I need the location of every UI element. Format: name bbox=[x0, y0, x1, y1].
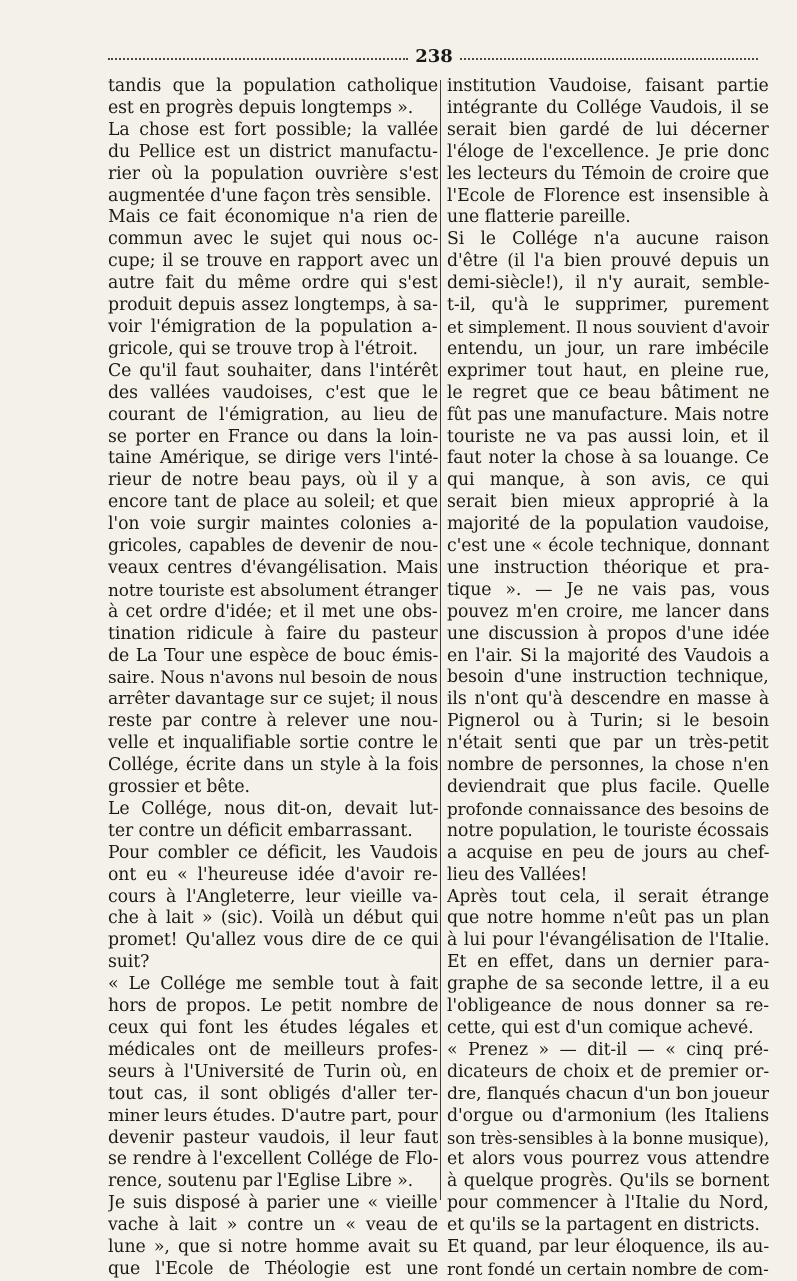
left-column-line: reste par contre à relever une nou- bbox=[108, 711, 438, 732]
header-rule-left bbox=[108, 58, 408, 60]
left-column-line: commun avec le sujet qui nous oc- bbox=[108, 229, 438, 250]
left-column-line: ter contre un déficit embarrassant. bbox=[108, 820, 413, 841]
right-column-line: en l'air. Si la majorité des Vaudois a bbox=[447, 645, 769, 666]
right-column-line: ront fondé un certain nombre de com- bbox=[447, 1258, 769, 1279]
left-column-line: promet! Qu'allez vous dire de ce qui bbox=[108, 930, 438, 951]
right-column-line: à lui pour l'évangélisation de l'Italie. bbox=[447, 930, 769, 951]
right-column-line: Et en effet, dans un dernier para- bbox=[447, 952, 769, 973]
right-column-line: le regret que ce beau bâtiment ne bbox=[447, 382, 769, 403]
left-column-line: arrêter davantage sur ce sujet; il nous bbox=[108, 689, 438, 710]
right-column-line: exprimer tout haut, en pleine rue, bbox=[447, 360, 769, 381]
left-column-line: Collége, écrite dans un style à la fois bbox=[108, 755, 438, 776]
right-column-line: dicateurs de choix et de premier or- bbox=[447, 1061, 769, 1082]
left-column-line: gricole, qui se trouve trop à l'étroit. bbox=[108, 338, 418, 359]
right-column-line: pouvez m'en croire, me lancer dans bbox=[447, 601, 769, 622]
right-column-line: Pignerol ou à Turin; si le besoin bbox=[447, 711, 769, 732]
left-column-line: notre touriste est absolument étranger bbox=[108, 579, 438, 600]
left-column-line: taine Amérique, se dirige vers l'inté- bbox=[108, 448, 438, 469]
right-column-line: c'est une « école technique, donnant bbox=[447, 536, 769, 557]
left-column-line: l'on voie surgir maintes colonies a- bbox=[108, 514, 438, 535]
left-column-line: seurs à l'Université de Turin où, en bbox=[108, 1061, 438, 1082]
right-column-line: n'était senti que par un très-petit bbox=[447, 733, 769, 754]
left-column-line: produit depuis assez longtemps, à sa- bbox=[108, 295, 438, 316]
left-column-line: tout cas, il sont obligés d'aller ter- bbox=[108, 1083, 438, 1104]
right-column-line: l'obligeance de nous donner sa re- bbox=[447, 996, 769, 1017]
left-column-line: miner leurs études. D'autre part, pour bbox=[108, 1105, 438, 1126]
right-column-line: demi-siècle!), il n'y aurait, semble- bbox=[447, 273, 769, 294]
right-column-line: fût pas une manufacture. Mais notre bbox=[447, 404, 769, 425]
left-column-line: médicales ont de meilleurs profes- bbox=[108, 1039, 438, 1060]
right-column-line: a acquise en peu de jours au chef- bbox=[447, 842, 769, 863]
left-column-line: Je suis disposé à parier une « vieille bbox=[108, 1193, 438, 1214]
right-column-line: faut noter la chose à sa louange. Ce bbox=[447, 448, 769, 469]
right-column-line: lieu des Vallées! bbox=[447, 864, 588, 885]
left-column-line: che à lait » (sic). Voilà un début qui bbox=[108, 908, 438, 929]
left-column-line: est en progrès depuis longtemps ». bbox=[108, 97, 414, 118]
left-column-line: gricoles, capables de devenir de nou- bbox=[108, 536, 438, 557]
left-column-line: encore tant de place au soleil; et que bbox=[108, 492, 438, 513]
left-column-line: se rendre à l'excellent Collége de Flo- bbox=[108, 1149, 438, 1170]
left-column-line: autre fait du même ordre qui s'est bbox=[108, 273, 438, 294]
right-column-line: ils n'ont qu'à descendre en masse à bbox=[447, 689, 769, 710]
left-column-line: de La Tour une espèce de bouc émis- bbox=[108, 645, 438, 666]
left-column-line: vache à lait » contre un « veau de bbox=[108, 1215, 438, 1236]
right-column-line: Si le Collége n'a aucune raison bbox=[447, 229, 769, 250]
right-column-line: besoin d'une instruction technique, bbox=[447, 667, 769, 688]
right-column-line: l'éloge de l'excellence. Je prie donc bbox=[447, 141, 769, 162]
left-column-line: veaux centres d'évangélisation. Mais bbox=[108, 557, 438, 578]
right-column-line: « Prenez » — dit-il — « cinq pré- bbox=[447, 1039, 769, 1060]
right-column-line: et simplement. Il nous souvient d'avoir bbox=[447, 317, 769, 337]
right-column-line: serait bien gardé de lui décerner bbox=[447, 119, 769, 140]
right-column-line: nombre de personnes, la chose n'en bbox=[447, 755, 769, 776]
left-column-line: velle et inqualifiable sortie contre le bbox=[108, 733, 438, 754]
left-text-column bbox=[108, 76, 438, 1281]
right-column-line: que notre homme n'eût pas un plan bbox=[447, 908, 769, 929]
right-column-line: cette, qui est d'un comique achevé. bbox=[447, 1017, 754, 1038]
right-column-line: et qu'ils se la partagent en districts. bbox=[447, 1215, 760, 1236]
left-column-line: Pour combler ce déficit, les Vaudois bbox=[108, 842, 438, 863]
left-column-line: saire. Nous n'avons nul besoin de nous bbox=[108, 667, 438, 688]
left-column-line: lune », que si notre homme avait su bbox=[108, 1237, 438, 1258]
left-column-line: ceux qui font les études légales et bbox=[108, 1017, 438, 1038]
right-column-line: notre population, le touriste écossais bbox=[447, 820, 769, 841]
left-column-line: tandis que la population catholique bbox=[108, 76, 438, 96]
page-number: 238 bbox=[415, 46, 453, 67]
left-column-line: augmentée d'une façon très sensible. bbox=[108, 185, 432, 206]
right-column-line: son très-sensibles à la bonne musique), bbox=[447, 1128, 769, 1148]
right-column-line: l'Ecole de Florence est insensible à bbox=[447, 185, 769, 206]
right-column-line: Et quand, par leur éloquence, ils au- bbox=[447, 1237, 769, 1258]
left-column-line: hors de propos. Le petit nombre de bbox=[108, 996, 438, 1017]
right-column-line: et alors vous pourrez vous attendre bbox=[447, 1149, 769, 1170]
left-column-line: Mais ce fait économique n'a rien de bbox=[108, 207, 438, 228]
right-column-line: majorité de la population vaudoise, bbox=[447, 514, 769, 535]
left-column-line: cours à l'Angleterre, leur vieille va- bbox=[108, 886, 438, 907]
right-column-line: tique ». — Je ne vais pas, vous bbox=[447, 579, 769, 600]
right-column-line: institution Vaudoise, faisant partie bbox=[447, 76, 769, 96]
right-column-line: d'orgue ou d'armonium (les Italiens bbox=[447, 1105, 769, 1126]
left-column-line: suit? bbox=[108, 952, 150, 973]
right-column-line: intégrante du Collége Vaudois, il se bbox=[447, 97, 769, 118]
left-column-line: du Pellice est un district manufactu- bbox=[108, 141, 438, 162]
right-column-line: t-il, qu'à le supprimer, purement bbox=[447, 295, 769, 316]
left-column-line: cupe; il se trouve en rapport avec un bbox=[108, 251, 438, 272]
left-column-line: que l'Ecole de Théologie est une bbox=[108, 1258, 438, 1279]
left-column-line: rier où la population ouvrière s'est bbox=[108, 163, 438, 184]
column-divider bbox=[440, 80, 441, 1200]
right-column-line: pour commencer à l'Italie du Nord, bbox=[447, 1193, 769, 1214]
right-column-line: dre, flanqués chacun d'un bon joueur bbox=[447, 1083, 769, 1104]
left-column-line: courant de l'émigration, au lieu de bbox=[108, 404, 438, 425]
right-column-line: graphe de sa seconde lettre, il a eu bbox=[447, 974, 769, 995]
left-column-line: à cet ordre d'idée; et il met une obs- bbox=[108, 601, 438, 622]
right-column-line: à quelque progrès. Qu'ils se bornent bbox=[447, 1171, 769, 1192]
right-column-line: profonde connaissance des besoins de bbox=[447, 798, 769, 819]
page-header bbox=[108, 46, 758, 70]
right-column-line: une instruction théorique et pra- bbox=[447, 557, 769, 578]
left-column-line: voir l'émigration de la population a- bbox=[108, 316, 438, 337]
right-column-line: d'être (il l'a bien prouvé depuis un bbox=[447, 251, 769, 272]
right-column-line: entendu, un jour, un rare imbécile bbox=[447, 338, 769, 359]
left-column-line: des vallées vaudoises, c'est que le bbox=[108, 382, 438, 403]
header-rule-right bbox=[460, 58, 758, 60]
left-column-line: « Le Collége me semble tout à fait bbox=[108, 974, 438, 995]
right-column-line: les lecteurs du Témoin de croire que bbox=[447, 163, 769, 184]
right-column-line: qui manque, à son avis, ce qui bbox=[447, 470, 769, 491]
left-column-line: Le Collége, nous dit-on, devait lut- bbox=[108, 798, 438, 819]
right-column-line: une flatterie pareille. bbox=[447, 207, 631, 228]
left-column-line: se porter en France ou dans la loin- bbox=[108, 426, 438, 447]
right-column-line: touriste ne va pas aussi loin, et il bbox=[447, 426, 769, 447]
left-column-line: tination ridicule à faire du pasteur bbox=[108, 623, 438, 644]
left-column-line: rence, soutenu par l'Eglise Libre ». bbox=[108, 1171, 414, 1192]
right-column-line: Après tout cela, il serait étrange bbox=[447, 886, 769, 907]
left-column-line: La chose est fort possible; la vallée bbox=[108, 119, 438, 140]
left-column-line: rieur de notre beau pays, où il y a bbox=[108, 470, 438, 491]
right-column-line: serait bien mieux approprié à la bbox=[447, 492, 769, 513]
left-column-line: Ce qu'il faut souhaiter, dans l'intérêt bbox=[108, 360, 438, 381]
left-column-line: devenir pasteur vaudois, il leur faut bbox=[108, 1127, 438, 1148]
left-column-line: ont eu « l'heureuse idée d'avoir re- bbox=[108, 864, 438, 885]
right-column-line: deviendrait que plus facile. Quelle bbox=[447, 777, 769, 797]
right-column-line: une discussion à propos d'une idée bbox=[447, 623, 769, 644]
right-text-column bbox=[447, 76, 769, 1281]
left-column-line: grossier et bête. bbox=[108, 777, 250, 797]
